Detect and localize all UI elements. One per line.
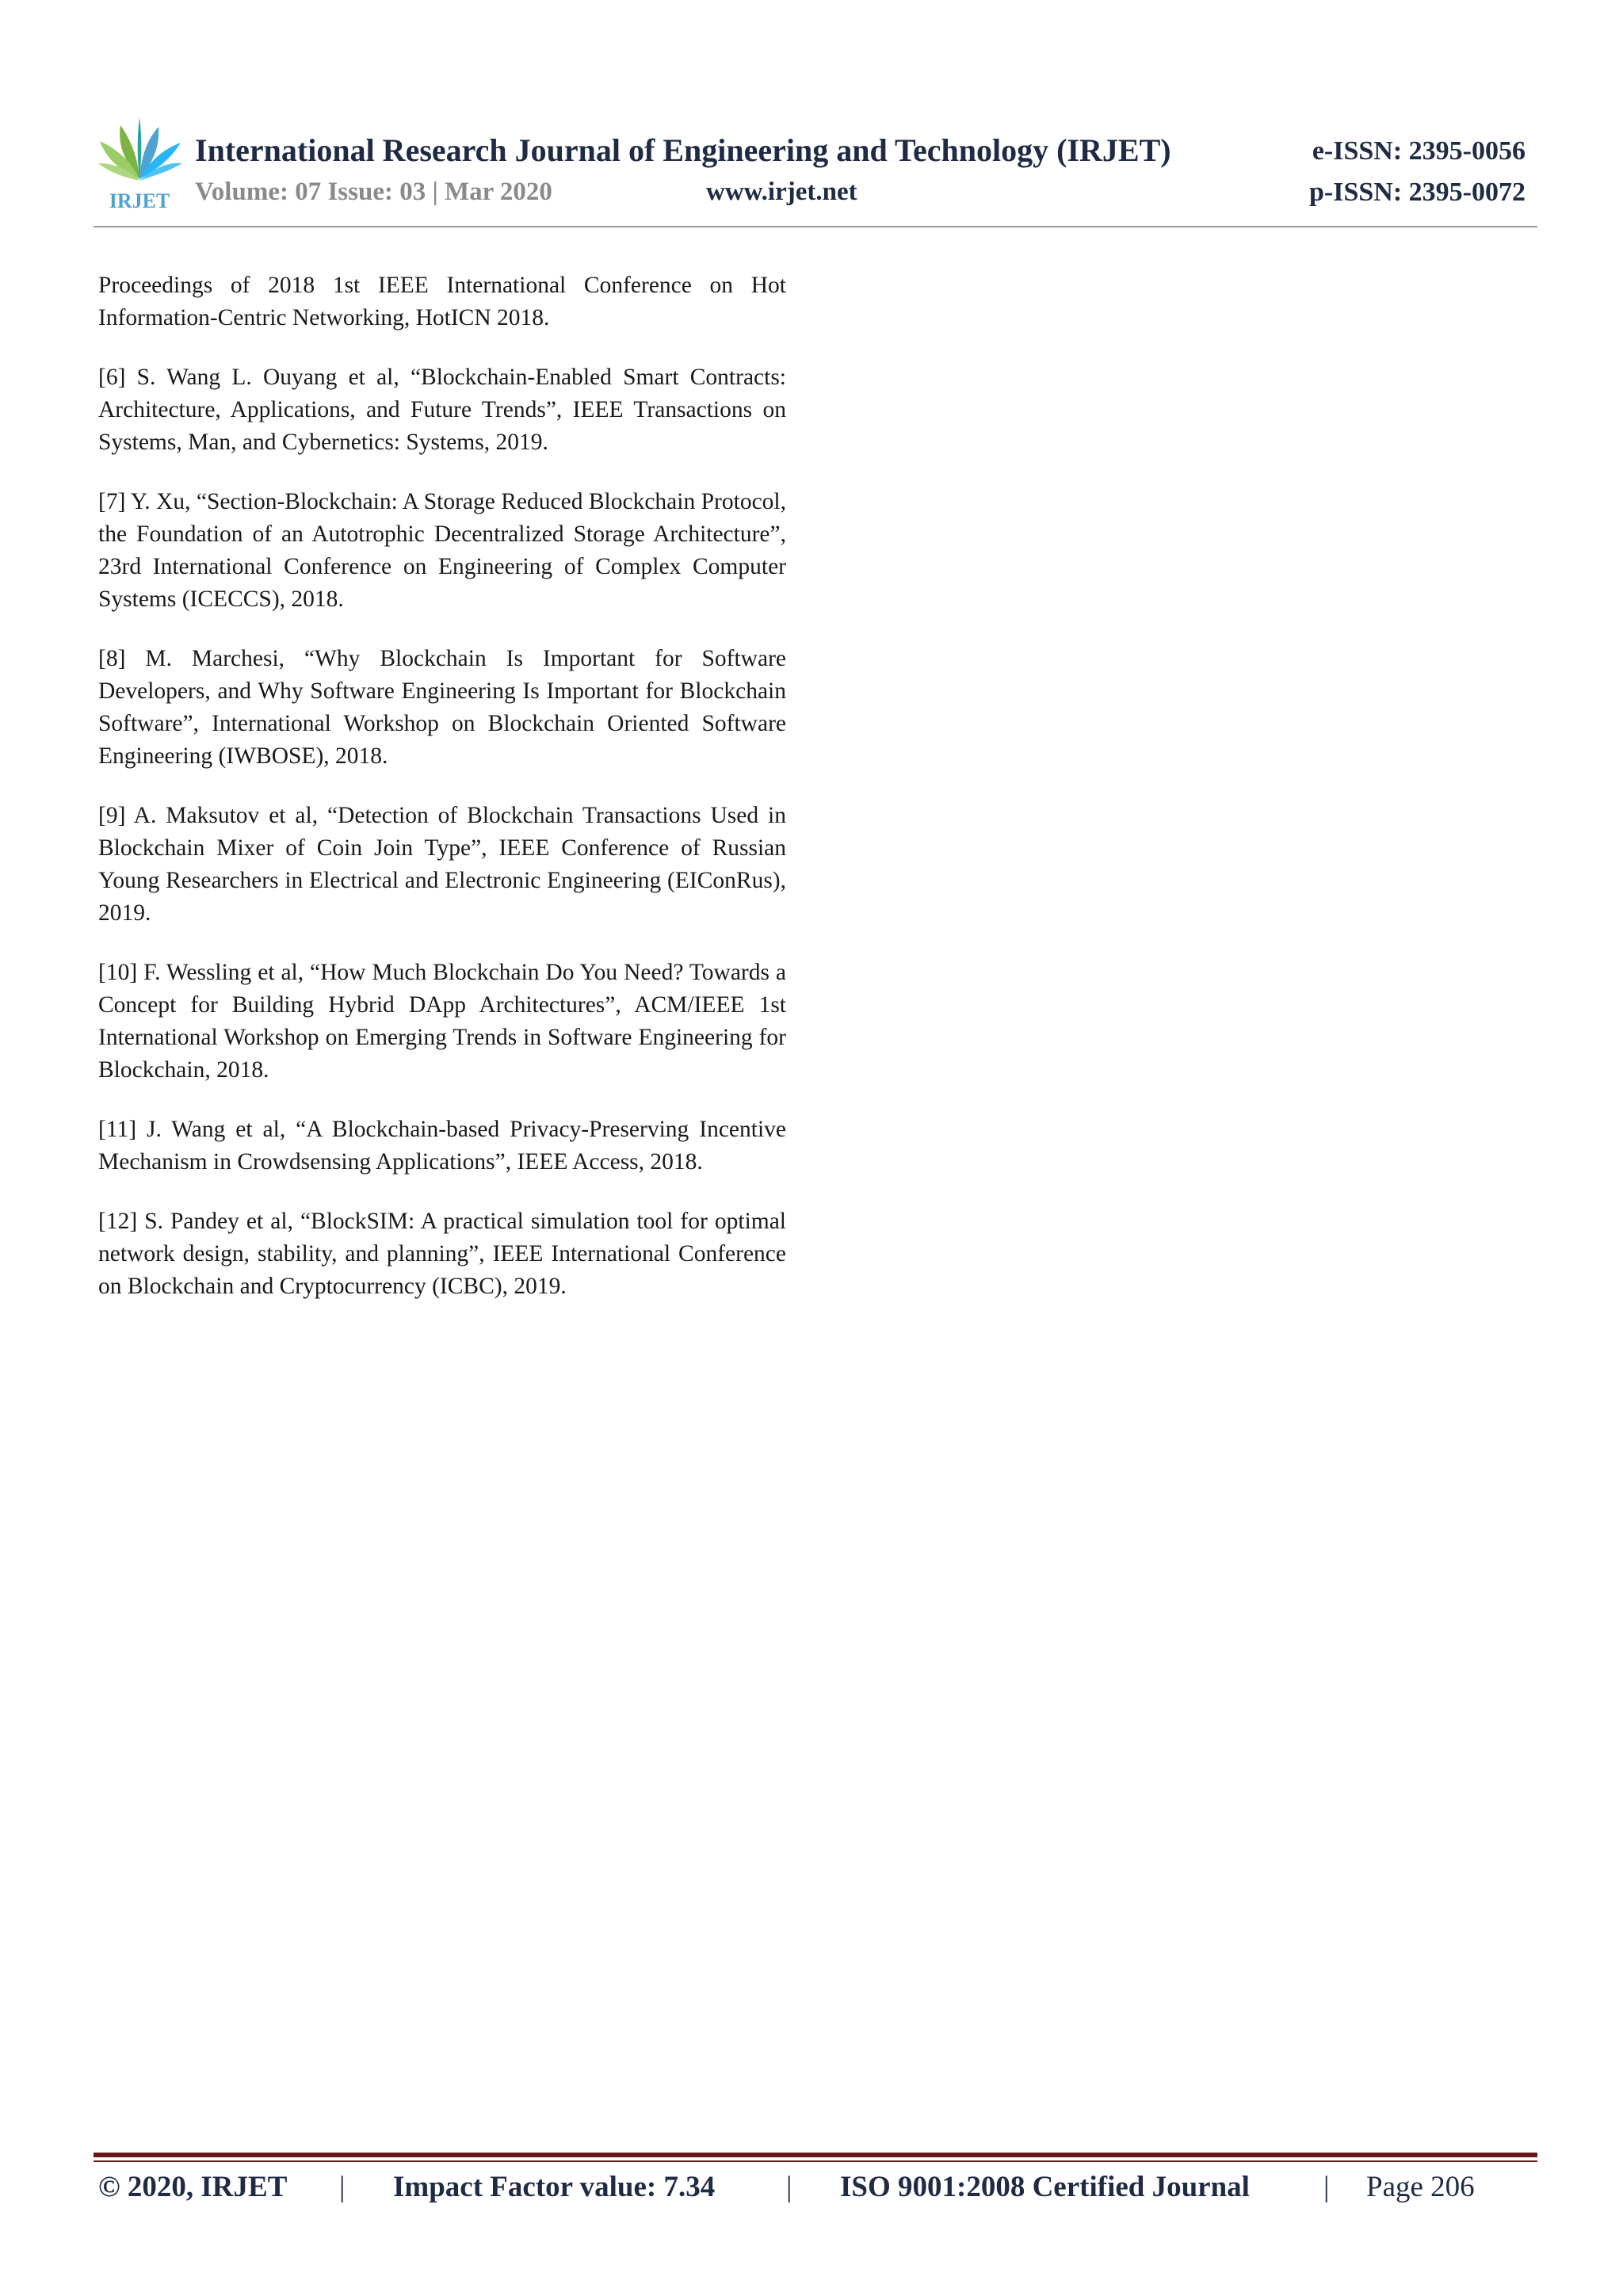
footer-separator: | [339, 2171, 346, 2203]
reference-item: [8] M. Marchesi, “Why Blockchain Is Important for Software Developers, and Why Software Engineering Is Important for Blockchain Software”, International Workshop on Blockchain Oriented Software Engineering (IWBOSE), 2018. [98, 646, 786, 769]
footer-page-number: Page 206 [1366, 2171, 1475, 2203]
e-issn: e-ISSN: 2395-0056 [1312, 136, 1526, 166]
footer-copyright: © 2020, IRJET [98, 2171, 288, 2203]
journal-website: www.irjet.net [706, 178, 857, 206]
reference-item: Proceedings of 2018 1st IEEE International Conference on Hot Information-Centric Networking, HotICN 2018. [98, 273, 786, 330]
reference-item: [10] F. Wessling et al, “How Much Blockchain Do You Need? Towards a Concept for Building Hybrid DApp Architectures”, ACM/IEEE 1st International Workshop on Emerging Trends in Software Engineering for Blockchain, 2018. [98, 960, 786, 1083]
footer-iso-certification: ISO 9001:2008 Certified Journal [840, 2171, 1250, 2203]
footer-separator: | [786, 2171, 792, 2203]
reference-item: [12] S. Pandey et al, “BlockSIM: A practical simulation tool for optimal network design, stability, and planning”, IEEE International Conference on Blockchain and Cryptocurrency (ICBC), 2019. [98, 1209, 786, 1299]
p-issn: p-ISSN: 2395-0072 [1309, 178, 1526, 207]
footer-impact-factor: Impact Factor value: 7.34 [393, 2171, 716, 2203]
irjet-logo [94, 114, 185, 212]
references-list [98, 269, 786, 1330]
journal-title: International Research Journal of Engineering and Technology (IRJET) [195, 132, 1171, 168]
volume-issue-date: Volume: 07 Issue: 03 | Mar 2020 [195, 178, 552, 206]
reference-item: [11] J. Wang et al, “A Blockchain-based Privacy-Preserving Incentive Mechanism in Crowdsensing Applications”, IEEE Access, 2018. [98, 1117, 786, 1175]
footer-divider-thick [94, 2153, 1537, 2157]
footer-separator: | [1323, 2171, 1330, 2203]
logo-wordmark: IRJET [109, 189, 170, 212]
header-divider [94, 226, 1537, 227]
page-header [94, 114, 1537, 233]
reference-item: [9] A. Maksutov et al, “Detection of Blockchain Transactions Used in Blockchain Mixer of Coin Join Type”, IEEE Conference of Russian Young Researchers in Electrical and Electronic Engineering (EIConRus), 2019. [98, 803, 786, 926]
reference-item: [6] S. Wang L. Ouyang et al, “Blockchain-Enabled Smart Contracts: Architecture, Applications, and Future Trends”, IEEE Transactions on Systems, Man, and Cybernetics: Systems, 2019. [98, 365, 786, 455]
reference-item: [7] Y. Xu, “Section-Blockchain: A Storage Reduced Blockchain Protocol, the Foundation of an Autotrophic Decentralized Storage Architecture”, 23rd International Conference on Engineering of Complex Computer Systems (ICECCS), 2018. [98, 489, 786, 612]
footer-divider-thin [94, 2160, 1537, 2162]
